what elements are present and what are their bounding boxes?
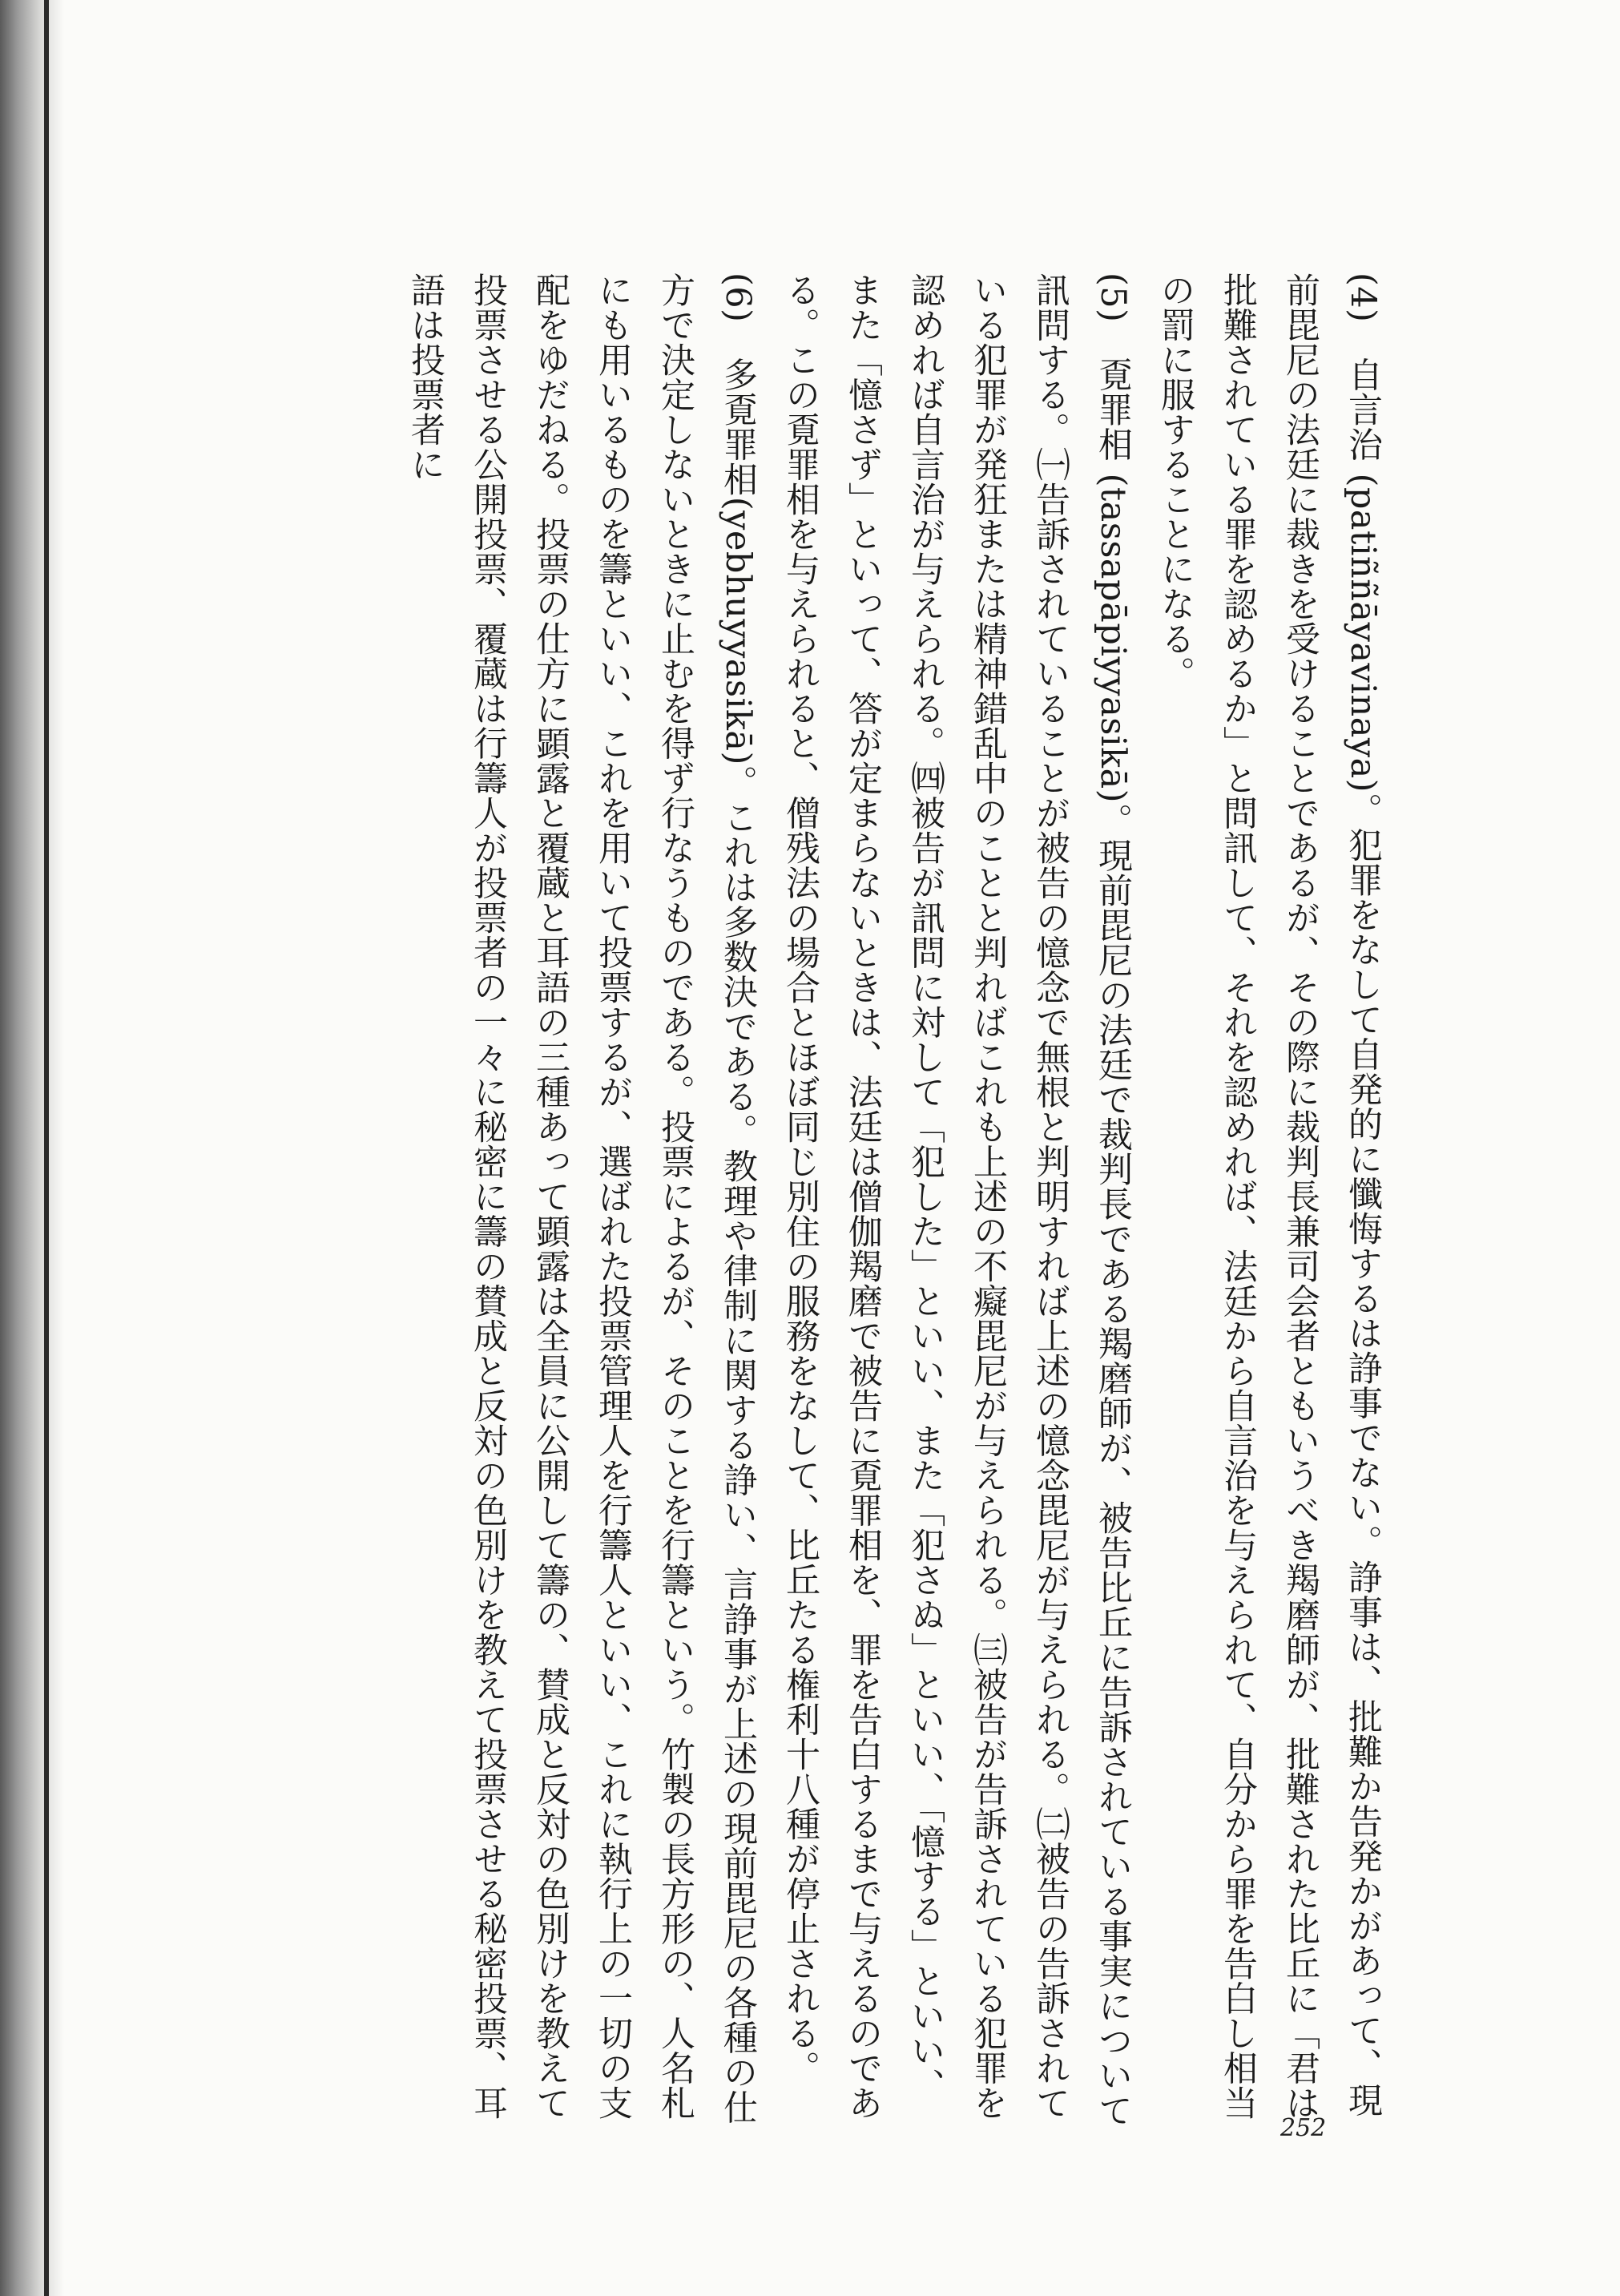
paragraph-6: (6) 多覔罪相(yebhuyyasikā)。これは多数決である。教理や律制に関する諍い、言諍事が上述の現前毘尼の各種の仕方で決定しないときに止むを得ず行なうものである。投票によるが、そのことを行籌という。竹製の長方形の、人名札にも用いるものを籌といい、これを用いて投票するが、選ばれた投票管理人を行籌人といい、これに執行上の一切の支配をゆだねる。投票の仕方に顕露と覆蔵と耳語の三種あって顕露は全員に公開して籌の、賛成と反対の色別けを教えて投票させる公開投票、覆蔵は行籌人が投票者の一々に秘密に籌の賛成と反対の色別けを教えて投票させる秘密投票、耳語は投票者に [405,272,758,2125]
binding-shadow [0,0,64,2296]
page-number: 252 [1280,2114,1327,2142]
paragraph-4: (4) 自言治 (patiññāyavinaya)。犯罪をなして自発的に懺悔するは諍事でない。諍事は、批難か告発かがあって、現前毘尼の法廷に裁きを受けることであるが、その際に裁判長兼司会者ともいうべき羯磨師が、批難された比丘に「君は批難されている罪を認めるか」と問訊して、それを認めれば、法廷から自言治を与えられて、自分から罪を告白し相当の罰に服することになる。 [1155,272,1383,2120]
binding-edge [44,0,49,2296]
vertical-text-body [240,272,1394,2132]
paragraph-5: (5) 覔罪相 (tassapāpiyyasikā)。現前毘尼の法廷で裁判長である羯磨師が、被告比丘に告訴されている事実について訊問する。㈠告訴されていることが被告の憶念で無根と判明すれば上述の憶念毘尼が与えられる。㈡被告の告訴されている犯罪が発狂または精神錯乱中のことと判ればこれも上述の不癡毘尼が与えられる。㈢被告が告訴されている犯罪を認めれば自言治が与えられる。㈣被告が訊問に対して「犯した」といい、また「犯さぬ」といい、「憶する」といい、また「憶さず」といって、答が定まらないときは、法廷は僧伽羯磨で被告に覔罪相を、罪を告白するまで与えるのである。この覔罪相を与えられると、僧残法の場合とほぼ同じ別住の服務をなして、比丘たる権利十八種が停止される。 [780,272,1133,2128]
